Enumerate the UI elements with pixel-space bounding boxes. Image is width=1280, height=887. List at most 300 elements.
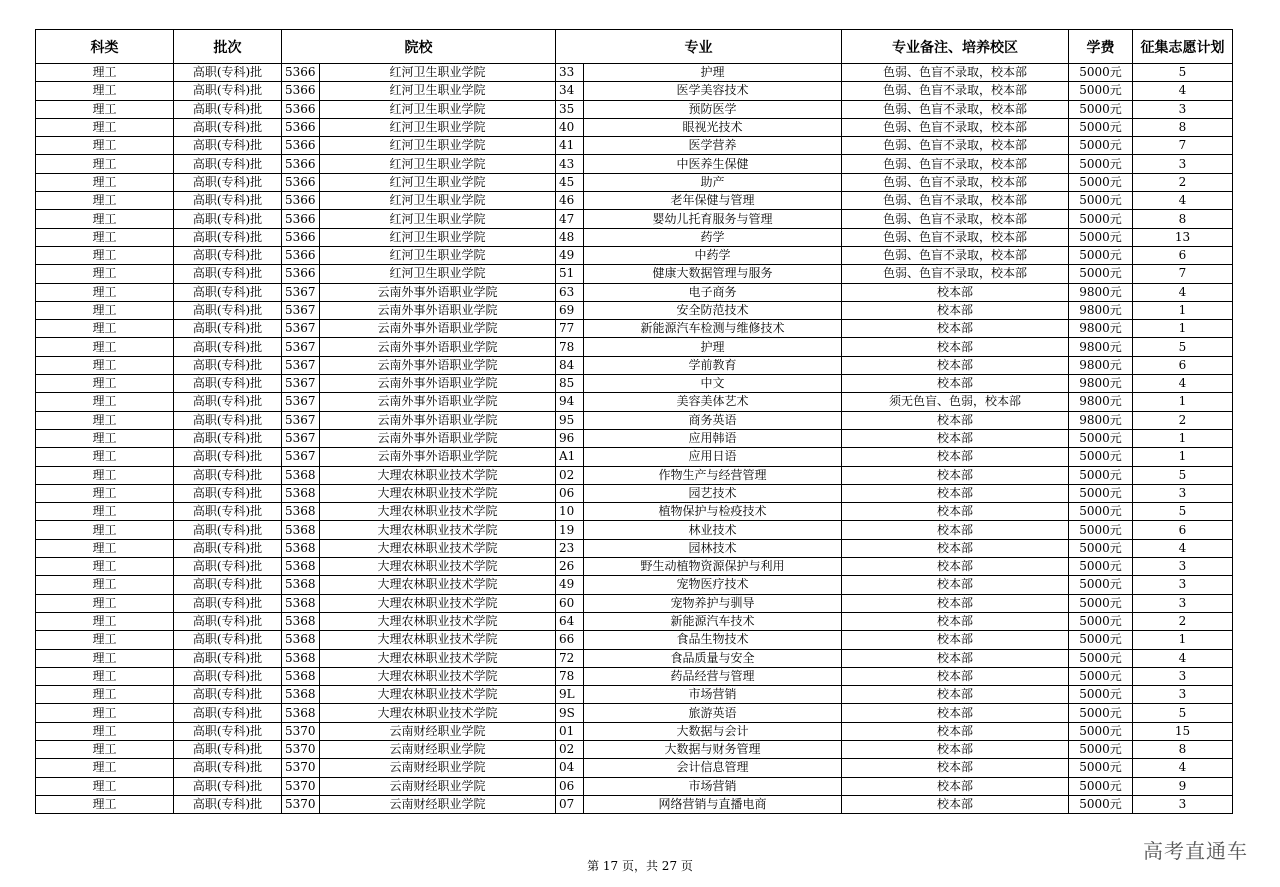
- cell-major-code: 9L: [556, 686, 584, 704]
- cell-batch: 高职(专科)批: [174, 210, 282, 228]
- cell-school-name: 云南外事外语职业学院: [320, 411, 556, 429]
- cell-school-name: 红河卫生职业学院: [320, 64, 556, 82]
- cell-category: 理工: [36, 722, 174, 740]
- cell-major-code: 95: [556, 411, 584, 429]
- cell-school-code: 5368: [282, 631, 320, 649]
- cell-major-name: 作物生产与经营管理: [584, 466, 842, 484]
- cell-school-name: 大理农林职业技术学院: [320, 631, 556, 649]
- cell-school-code: 5368: [282, 704, 320, 722]
- cell-major-name: 食品质量与安全: [584, 649, 842, 667]
- cell-tuition: 5000元: [1069, 722, 1133, 740]
- cell-major-name: 医学美容技术: [584, 82, 842, 100]
- cell-category: 理工: [36, 82, 174, 100]
- cell-tuition: 5000元: [1069, 484, 1133, 502]
- cell-category: 理工: [36, 777, 174, 795]
- cell-category: 理工: [36, 759, 174, 777]
- cell-notes: 色弱、色盲不录取，校本部: [842, 173, 1069, 191]
- cell-school-code: 5367: [282, 356, 320, 374]
- cell-notes: 校本部: [842, 375, 1069, 393]
- cell-notes: 须无色盲、色弱，校本部: [842, 393, 1069, 411]
- cell-major-code: 78: [556, 338, 584, 356]
- cell-category: 理工: [36, 246, 174, 264]
- cell-major-code: 9S: [556, 704, 584, 722]
- cell-major-name: 美容美体艺术: [584, 393, 842, 411]
- cell-notes: 校本部: [842, 338, 1069, 356]
- cell-batch: 高职(专科)批: [174, 503, 282, 521]
- cell-major-name: 商务英语: [584, 411, 842, 429]
- cell-school-name: 云南外事外语职业学院: [320, 448, 556, 466]
- table-row: [36, 246, 1233, 264]
- cell-notes: 校本部: [842, 320, 1069, 338]
- cell-notes: 色弱、色盲不录取，校本部: [842, 64, 1069, 82]
- cell-batch: 高职(专科)批: [174, 667, 282, 685]
- cell-major-code: 33: [556, 64, 584, 82]
- cell-major-code: 64: [556, 612, 584, 630]
- cell-plan: 5: [1133, 503, 1233, 521]
- cell-major-name: 药品经营与管理: [584, 667, 842, 685]
- cell-major-code: 49: [556, 576, 584, 594]
- cell-tuition: 5000元: [1069, 740, 1133, 758]
- table-body: [36, 64, 1233, 814]
- cell-batch: 高职(专科)批: [174, 301, 282, 319]
- cell-major-code: 41: [556, 137, 584, 155]
- cell-plan: 3: [1133, 686, 1233, 704]
- cell-school-code: 5367: [282, 301, 320, 319]
- cell-plan: 2: [1133, 411, 1233, 429]
- cell-major-name: 林业技术: [584, 521, 842, 539]
- table-row: [36, 759, 1233, 777]
- table-row: [36, 649, 1233, 667]
- cell-category: 理工: [36, 338, 174, 356]
- cell-major-code: 01: [556, 722, 584, 740]
- table-row: [36, 118, 1233, 136]
- cell-major-code: 94: [556, 393, 584, 411]
- cell-school-name: 云南财经职业学院: [320, 795, 556, 813]
- cell-plan: 2: [1133, 173, 1233, 191]
- cell-school-code: 5370: [282, 722, 320, 740]
- cell-school-name: 云南外事外语职业学院: [320, 320, 556, 338]
- cell-school-name: 云南外事外语职业学院: [320, 356, 556, 374]
- cell-notes: 校本部: [842, 795, 1069, 813]
- cell-major-code: 60: [556, 594, 584, 612]
- table-row: [36, 704, 1233, 722]
- cell-batch: 高职(专科)批: [174, 64, 282, 82]
- cell-notes: 校本部: [842, 759, 1069, 777]
- cell-major-name: 网络营销与直播电商: [584, 795, 842, 813]
- cell-category: 理工: [36, 429, 174, 447]
- cell-category: 理工: [36, 539, 174, 557]
- cell-category: 理工: [36, 228, 174, 246]
- cell-major-code: 51: [556, 265, 584, 283]
- cell-school-name: 大理农林职业技术学院: [320, 649, 556, 667]
- cell-notes: 校本部: [842, 704, 1069, 722]
- cell-school-code: 5366: [282, 192, 320, 210]
- cell-category: 理工: [36, 503, 174, 521]
- cell-batch: 高职(专科)批: [174, 320, 282, 338]
- cell-school-code: 5368: [282, 576, 320, 594]
- cell-notes: 色弱、色盲不录取，校本部: [842, 246, 1069, 264]
- cell-plan: 3: [1133, 667, 1233, 685]
- cell-category: 理工: [36, 466, 174, 484]
- table-row: [36, 301, 1233, 319]
- cell-batch: 高职(专科)批: [174, 265, 282, 283]
- table-row: [36, 375, 1233, 393]
- cell-batch: 高职(专科)批: [174, 704, 282, 722]
- cell-school-code: 5366: [282, 246, 320, 264]
- cell-notes: 校本部: [842, 612, 1069, 630]
- cell-category: 理工: [36, 118, 174, 136]
- cell-batch: 高职(专科)批: [174, 539, 282, 557]
- cell-batch: 高职(专科)批: [174, 246, 282, 264]
- cell-major-code: 10: [556, 503, 584, 521]
- cell-batch: 高职(专科)批: [174, 283, 282, 301]
- cell-notes: 色弱、色盲不录取，校本部: [842, 137, 1069, 155]
- cell-school-code: 5370: [282, 759, 320, 777]
- cell-school-name: 大理农林职业技术学院: [320, 576, 556, 594]
- cell-school-name: 云南财经职业学院: [320, 759, 556, 777]
- cell-school-name: 红河卫生职业学院: [320, 173, 556, 191]
- cell-batch: 高职(专科)批: [174, 137, 282, 155]
- cell-school-name: 红河卫生职业学院: [320, 210, 556, 228]
- cell-major-name: 安全防范技术: [584, 301, 842, 319]
- table-row: [36, 448, 1233, 466]
- header-tuition: 学费: [1069, 30, 1133, 64]
- cell-major-name: 市场营销: [584, 686, 842, 704]
- cell-batch: 高职(专科)批: [174, 612, 282, 630]
- cell-major-code: 69: [556, 301, 584, 319]
- cell-notes: 校本部: [842, 594, 1069, 612]
- cell-major-name: 预防医学: [584, 100, 842, 118]
- cell-major-name: 市场营销: [584, 777, 842, 795]
- cell-school-name: 红河卫生职业学院: [320, 228, 556, 246]
- header-plan: 征集志愿计划: [1133, 30, 1233, 64]
- table-row: [36, 667, 1233, 685]
- cell-notes: 色弱、色盲不录取，校本部: [842, 210, 1069, 228]
- cell-plan: 4: [1133, 759, 1233, 777]
- cell-major-name: 大数据与会计: [584, 722, 842, 740]
- table-row: [36, 777, 1233, 795]
- cell-school-name: 云南外事外语职业学院: [320, 429, 556, 447]
- cell-plan: 9: [1133, 777, 1233, 795]
- cell-school-name: 红河卫生职业学院: [320, 155, 556, 173]
- table-row: [36, 64, 1233, 82]
- cell-plan: 1: [1133, 429, 1233, 447]
- cell-plan: 4: [1133, 539, 1233, 557]
- table-row: [36, 558, 1233, 576]
- cell-major-name: 眼视光技术: [584, 118, 842, 136]
- cell-category: 理工: [36, 210, 174, 228]
- cell-plan: 3: [1133, 576, 1233, 594]
- cell-school-code: 5367: [282, 429, 320, 447]
- cell-tuition: 5000元: [1069, 210, 1133, 228]
- cell-plan: 4: [1133, 82, 1233, 100]
- cell-notes: 校本部: [842, 558, 1069, 576]
- cell-tuition: 5000元: [1069, 704, 1133, 722]
- cell-category: 理工: [36, 448, 174, 466]
- cell-tuition: 5000元: [1069, 649, 1133, 667]
- table-row: [36, 283, 1233, 301]
- header-school: 院校: [282, 30, 556, 64]
- table-row: [36, 210, 1233, 228]
- cell-tuition: 5000元: [1069, 759, 1133, 777]
- cell-school-name: 云南财经职业学院: [320, 777, 556, 795]
- cell-major-code: 35: [556, 100, 584, 118]
- cell-school-code: 5368: [282, 521, 320, 539]
- cell-tuition: 5000元: [1069, 558, 1133, 576]
- table-row: [36, 795, 1233, 813]
- cell-batch: 高职(专科)批: [174, 594, 282, 612]
- cell-major-name: 老年保健与管理: [584, 192, 842, 210]
- cell-tuition: 5000元: [1069, 265, 1133, 283]
- cell-major-name: 新能源汽车技术: [584, 612, 842, 630]
- cell-notes: 校本部: [842, 777, 1069, 795]
- table-row: [36, 429, 1233, 447]
- table-row: [36, 155, 1233, 173]
- cell-school-code: 5368: [282, 466, 320, 484]
- cell-plan: 4: [1133, 375, 1233, 393]
- cell-notes: 校本部: [842, 740, 1069, 758]
- cell-category: 理工: [36, 411, 174, 429]
- cell-school-name: 红河卫生职业学院: [320, 246, 556, 264]
- cell-tuition: 9800元: [1069, 338, 1133, 356]
- admissions-table-sheet: [35, 29, 1233, 814]
- cell-category: 理工: [36, 704, 174, 722]
- cell-plan: 4: [1133, 649, 1233, 667]
- cell-tuition: 5000元: [1069, 155, 1133, 173]
- table-row: [36, 320, 1233, 338]
- cell-major-code: 40: [556, 118, 584, 136]
- cell-school-code: 5368: [282, 484, 320, 502]
- cell-notes: 色弱、色盲不录取，校本部: [842, 100, 1069, 118]
- cell-batch: 高职(专科)批: [174, 100, 282, 118]
- table-row: [36, 411, 1233, 429]
- cell-plan: 1: [1133, 393, 1233, 411]
- cell-school-code: 5368: [282, 503, 320, 521]
- cell-batch: 高职(专科)批: [174, 795, 282, 813]
- cell-school-name: 云南外事外语职业学院: [320, 338, 556, 356]
- cell-plan: 3: [1133, 558, 1233, 576]
- cell-category: 理工: [36, 649, 174, 667]
- cell-category: 理工: [36, 320, 174, 338]
- cell-tuition: 9800元: [1069, 411, 1133, 429]
- cell-category: 理工: [36, 356, 174, 374]
- cell-tuition: 5000元: [1069, 137, 1133, 155]
- cell-batch: 高职(专科)批: [174, 466, 282, 484]
- table-row: [36, 484, 1233, 502]
- cell-category: 理工: [36, 265, 174, 283]
- cell-major-name: 医学营养: [584, 137, 842, 155]
- cell-school-code: 5368: [282, 539, 320, 557]
- cell-school-code: 5366: [282, 228, 320, 246]
- cell-school-name: 大理农林职业技术学院: [320, 667, 556, 685]
- cell-school-name: 大理农林职业技术学院: [320, 612, 556, 630]
- cell-school-name: 红河卫生职业学院: [320, 118, 556, 136]
- cell-major-code: 04: [556, 759, 584, 777]
- cell-tuition: 5000元: [1069, 631, 1133, 649]
- cell-plan: 7: [1133, 137, 1233, 155]
- cell-school-name: 云南财经职业学院: [320, 740, 556, 758]
- cell-notes: 校本部: [842, 631, 1069, 649]
- cell-major-name: 电子商务: [584, 283, 842, 301]
- cell-major-name: 应用日语: [584, 448, 842, 466]
- cell-major-name: 婴幼儿托育服务与管理: [584, 210, 842, 228]
- cell-tuition: 9800元: [1069, 320, 1133, 338]
- cell-plan: 4: [1133, 192, 1233, 210]
- cell-plan: 8: [1133, 210, 1233, 228]
- header-major: 专业: [556, 30, 842, 64]
- cell-major-name: 新能源汽车检测与维修技术: [584, 320, 842, 338]
- cell-notes: 校本部: [842, 576, 1069, 594]
- cell-major-code: 72: [556, 649, 584, 667]
- cell-tuition: 5000元: [1069, 777, 1133, 795]
- page-number-footer: 第 17 页，共 27 页: [587, 859, 693, 873]
- table-row: [36, 338, 1233, 356]
- cell-school-code: 5367: [282, 338, 320, 356]
- cell-tuition: 9800元: [1069, 283, 1133, 301]
- cell-notes: 校本部: [842, 649, 1069, 667]
- cell-notes: 色弱、色盲不录取，校本部: [842, 118, 1069, 136]
- cell-plan: 3: [1133, 484, 1233, 502]
- cell-major-name: 宠物养护与驯导: [584, 594, 842, 612]
- cell-batch: 高职(专科)批: [174, 759, 282, 777]
- cell-school-name: 大理农林职业技术学院: [320, 539, 556, 557]
- cell-major-name: 健康大数据管理与服务: [584, 265, 842, 283]
- table-row: [36, 503, 1233, 521]
- cell-batch: 高职(专科)批: [174, 411, 282, 429]
- cell-major-name: 中医养生保健: [584, 155, 842, 173]
- table-row: [36, 521, 1233, 539]
- cell-category: 理工: [36, 155, 174, 173]
- cell-category: 理工: [36, 192, 174, 210]
- cell-notes: 校本部: [842, 283, 1069, 301]
- cell-notes: 校本部: [842, 301, 1069, 319]
- cell-school-code: 5366: [282, 265, 320, 283]
- cell-tuition: 9800元: [1069, 356, 1133, 374]
- table-row: [36, 722, 1233, 740]
- cell-batch: 高职(专科)批: [174, 118, 282, 136]
- cell-plan: 3: [1133, 100, 1233, 118]
- header-batch: 批次: [174, 30, 282, 64]
- cell-notes: 色弱、色盲不录取，校本部: [842, 265, 1069, 283]
- cell-tuition: 5000元: [1069, 576, 1133, 594]
- cell-category: 理工: [36, 64, 174, 82]
- cell-plan: 6: [1133, 356, 1233, 374]
- cell-school-code: 5366: [282, 155, 320, 173]
- cell-notes: 校本部: [842, 356, 1069, 374]
- cell-major-name: 药学: [584, 228, 842, 246]
- cell-tuition: 5000元: [1069, 64, 1133, 82]
- cell-school-name: 大理农林职业技术学院: [320, 466, 556, 484]
- cell-batch: 高职(专科)批: [174, 356, 282, 374]
- cell-category: 理工: [36, 100, 174, 118]
- table-row: [36, 466, 1233, 484]
- cell-category: 理工: [36, 631, 174, 649]
- cell-plan: 5: [1133, 466, 1233, 484]
- cell-major-code: 43: [556, 155, 584, 173]
- cell-major-code: 46: [556, 192, 584, 210]
- cell-school-name: 大理农林职业技术学院: [320, 594, 556, 612]
- cell-batch: 高职(专科)批: [174, 82, 282, 100]
- watermark: 高考直通车: [1143, 839, 1248, 863]
- cell-tuition: 5000元: [1069, 594, 1133, 612]
- cell-batch: 高职(专科)批: [174, 740, 282, 758]
- cell-major-code: 49: [556, 246, 584, 264]
- cell-tuition: 5000元: [1069, 228, 1133, 246]
- cell-tuition: 5000元: [1069, 448, 1133, 466]
- cell-batch: 高职(专科)批: [174, 429, 282, 447]
- cell-major-code: 84: [556, 356, 584, 374]
- table-row: [36, 173, 1233, 191]
- cell-tuition: 5000元: [1069, 429, 1133, 447]
- cell-school-name: 云南外事外语职业学院: [320, 375, 556, 393]
- cell-tuition: 5000元: [1069, 795, 1133, 813]
- cell-category: 理工: [36, 521, 174, 539]
- table-row: [36, 100, 1233, 118]
- cell-school-name: 红河卫生职业学院: [320, 192, 556, 210]
- cell-plan: 13: [1133, 228, 1233, 246]
- cell-school-code: 5366: [282, 64, 320, 82]
- cell-tuition: 5000元: [1069, 466, 1133, 484]
- table-header-row: [36, 30, 1233, 64]
- cell-school-code: 5368: [282, 594, 320, 612]
- cell-major-code: 23: [556, 539, 584, 557]
- table-row: [36, 740, 1233, 758]
- cell-batch: 高职(专科)批: [174, 173, 282, 191]
- cell-major-code: 45: [556, 173, 584, 191]
- cell-tuition: 9800元: [1069, 301, 1133, 319]
- cell-batch: 高职(专科)批: [174, 631, 282, 649]
- cell-category: 理工: [36, 594, 174, 612]
- cell-notes: 校本部: [842, 722, 1069, 740]
- cell-major-code: 02: [556, 466, 584, 484]
- cell-major-name: 野生动植物资源保护与利用: [584, 558, 842, 576]
- cell-school-name: 大理农林职业技术学院: [320, 704, 556, 722]
- cell-school-name: 云南外事外语职业学院: [320, 283, 556, 301]
- cell-school-name: 云南外事外语职业学院: [320, 301, 556, 319]
- cell-tuition: 5000元: [1069, 118, 1133, 136]
- cell-school-code: 5367: [282, 448, 320, 466]
- cell-school-name: 红河卫生职业学院: [320, 137, 556, 155]
- cell-notes: 校本部: [842, 503, 1069, 521]
- table-row: [36, 612, 1233, 630]
- cell-major-code: 78: [556, 667, 584, 685]
- table-row: [36, 228, 1233, 246]
- cell-batch: 高职(专科)批: [174, 722, 282, 740]
- cell-tuition: 5000元: [1069, 246, 1133, 264]
- cell-school-name: 红河卫生职业学院: [320, 82, 556, 100]
- table-row: [36, 576, 1233, 594]
- cell-notes: 校本部: [842, 448, 1069, 466]
- cell-plan: 6: [1133, 521, 1233, 539]
- cell-major-name: 会计信息管理: [584, 759, 842, 777]
- cell-plan: 2: [1133, 612, 1233, 630]
- cell-batch: 高职(专科)批: [174, 686, 282, 704]
- table-row: [36, 631, 1233, 649]
- table-row: [36, 393, 1233, 411]
- cell-major-name: 宠物医疗技术: [584, 576, 842, 594]
- cell-school-code: 5366: [282, 100, 320, 118]
- cell-plan: 7: [1133, 265, 1233, 283]
- cell-school-code: 5368: [282, 558, 320, 576]
- header-notes: 专业备注、培养校区: [842, 30, 1069, 64]
- cell-tuition: 9800元: [1069, 375, 1133, 393]
- cell-major-name: 学前教育: [584, 356, 842, 374]
- cell-batch: 高职(专科)批: [174, 192, 282, 210]
- cell-category: 理工: [36, 484, 174, 502]
- cell-school-code: 5367: [282, 375, 320, 393]
- cell-school-code: 5370: [282, 777, 320, 795]
- cell-category: 理工: [36, 667, 174, 685]
